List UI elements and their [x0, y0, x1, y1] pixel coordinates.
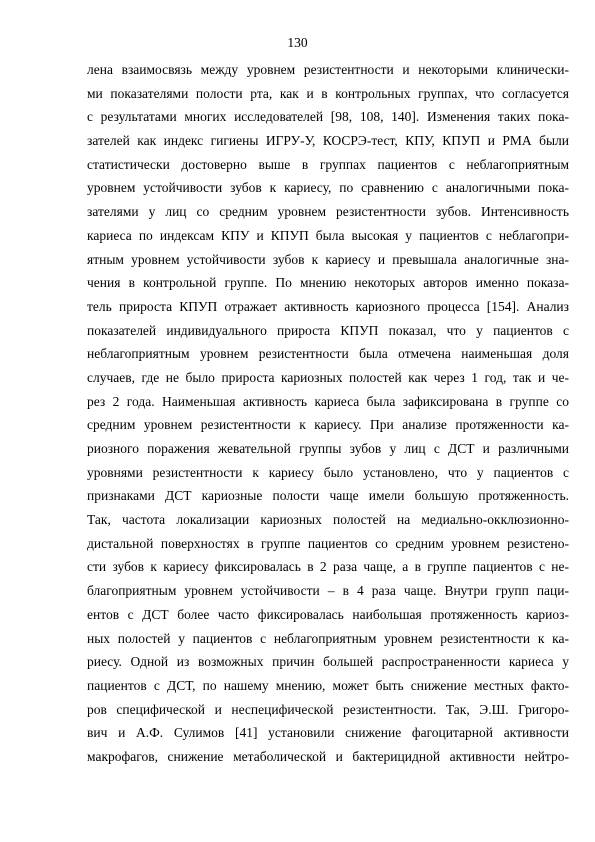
- text-line: макрофагов, снижение метаболической и бактерицидной активности нейтро-: [87, 748, 569, 764]
- text-line: показателей индивидуального прироста КПУП показал, что у пациентов с: [87, 322, 569, 338]
- text-line: пациентов с ДСТ, по нашему мнению, может быть снижение местных факто-: [87, 677, 569, 693]
- text-line: чения в контрольной группе. По мнению некоторых авторов именно показа-: [87, 275, 569, 291]
- text-line: ятным уровнем устойчивости зубов к кариесу и превышала аналогичные зна-: [87, 251, 569, 267]
- page-number: 130: [287, 35, 308, 50]
- text-line: зателями у лиц со средним уровнем резистентности зубов. Интенсивность: [87, 204, 569, 220]
- text-line: уровнем устойчивости зубов к кариесу, по сравнению с аналогичными пока-: [87, 180, 569, 196]
- text-line: кариеса по индексам КПУ и КПУП была высокая у пациентов с неблагопри-: [87, 227, 569, 243]
- text-line: риозного поражения жевательной группы зубов у лиц с ДСТ и различными: [87, 441, 569, 456]
- text-line: с результатами многих исследователей [98, 108, 140]. Изменения таких пока-: [87, 109, 569, 125]
- text-line: ров специфической и неспецифической резистентности. Так, Э.Ш. Григоро-: [87, 701, 569, 717]
- text-line: риесу. Одной из возможных причин большей распространенности кариеса у: [87, 654, 569, 670]
- text-line: неблагоприятным уровнем резистентности была отмечена наименьшая доля: [87, 346, 569, 362]
- text-line: уровнями резистентности к кариесу было установлено, что у пациентов с: [87, 464, 569, 480]
- text-line: сти зубов к кариесу фиксировалась в 2 раза чаще, а в группе пациентов с не-: [87, 559, 569, 575]
- text-line: статистически достоверно выше в группах пациентов с неблагоприятным: [87, 156, 569, 172]
- text-line: признаками ДСТ кариозные полости чаще имели большую протяженность.: [87, 488, 569, 504]
- text-line: вич и А.Ф. Сулимов [41] установили снижение фагоцитарной активности: [87, 725, 569, 741]
- text-line: ных полостей у пациентов с неблагоприятным уровнем резистентности к ка-: [87, 630, 569, 646]
- text-line: дистальной поверхностях в группе пациентов со средним уровнем резистено-: [87, 535, 569, 551]
- text-line: ентов с ДСТ более часто фиксировалась наибольшая протяженность кариоз-: [87, 606, 569, 622]
- body-text: [87, 58, 569, 769]
- text-line: ми показателями полости рта, как и в контрольных группах, что согласуется: [87, 85, 569, 101]
- text-line: благоприятным уровнем устойчивости – в 4 раза чаще. Внутри групп паци-: [87, 583, 569, 599]
- text-line: Так, частота локализации кариозных полостей на медиально-окклюзионно-: [87, 512, 569, 528]
- text-line: тель прироста КПУП отражает активность кариозного процесса [154]. Анализ: [87, 298, 569, 314]
- text-line: зателей как индекс гигиены ИГРУ-У, КОСРЭ-тест, КПУ, КПУП и РМА были: [87, 133, 569, 149]
- text-line: лена взаимосвязь между уровнем резистентности и некоторыми клинически-: [87, 62, 569, 77]
- text-line: случаев, где не было прироста кариозных полостей как через 1 год, так и че-: [87, 369, 569, 385]
- text-line: средним уровнем резистентности к кариесу. При анализе протяженности ка-: [87, 417, 569, 433]
- text-line: рез 2 года. Наименьшая активность кариеса была зафиксирована в группе со: [87, 393, 569, 409]
